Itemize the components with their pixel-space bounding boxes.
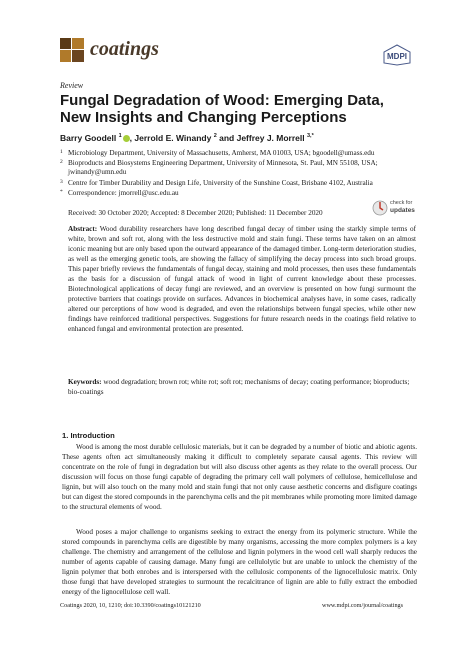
check-updates-line2: updates: [390, 207, 415, 214]
author-sup: 3,*: [307, 133, 314, 140]
article-type: Review: [60, 81, 84, 90]
footer-citation: [60, 602, 201, 609]
author-sup: 2: [213, 133, 217, 140]
correspondence-text: Correspondence: jmorrell@usc.edu.au: [68, 189, 179, 197]
orcid-icon[interactable]: [123, 135, 130, 142]
check-updates-line1: check for: [390, 200, 413, 206]
body-paragraph: Wood poses a major challenge to organisms seeking to extract the energy from its polymeric structure. While the stored compounds in parenchyma cells are digestible by many organisms, accessing the more complex polymers is a key challenge. The chemistry and arrangement of the cellulose and lignin polymers in the wood cell wall sharply reduces the number of agents capable of causing damage. Many fungi are cellulolytic but are unable to unlock the chemistry of the lignin polymer that both enrobes and is interspersed with the cellulosic components of the lignocellulosic matrix. Only those fungi that have developed strategies to surmount the recalcitrance of lignin are able to fully extract the embodied energy of the lignocellulose cell wall.: [62, 528, 417, 596]
publication-dates: Received: 30 October 2020; Accepted: 8 December 2020; Published: 11 December 2020: [68, 209, 323, 217]
footer-url[interactable]: www.mdpi.com/journal/coatings: [322, 602, 404, 609]
author-sup: 1: [118, 133, 122, 140]
check-for-updates-badge[interactable]: [372, 198, 424, 218]
affiliation-text: Centre for Timber Durability and Design Life, University of the Sunshine Coast, Brisbane 4102, Australia: [68, 179, 373, 187]
section-heading: 1. Introduction: [62, 431, 115, 440]
mdpi-logo: [382, 44, 412, 66]
correspondence: [60, 189, 418, 198]
affiliation: [60, 159, 418, 177]
author-name: Jerrold E. Winandy: [134, 133, 212, 143]
keywords-label: Keywords:: [68, 378, 102, 386]
author-name: Jeffrey J. Morrell: [236, 133, 305, 143]
author-name: Barry Goodell: [60, 133, 117, 143]
mdpi-logo-text: MDPI: [387, 52, 407, 61]
affiliation-text: Microbiology Department, University of Massachusetts, Amherst, MA 01003, USA; bgoodell@umass.edu: [68, 149, 375, 157]
keywords-text: wood degradation; brown rot; white rot; soft rot; mechanisms of decay; coating performance; bioproducts; bio-coatings: [68, 378, 410, 396]
abstract-text: Wood durability researchers have long described fungal decay of timber using the starkly simple terms of white, brown and soft rot, along with the less destructive mold and stain fungi. These terms have taken on an almost iconic meaning but are only based upon the outward appearance of the damaged timber. Long-term deterioration studies, as well as the emerging genetic tools, are showing the fallacy of simplifying the decay process into such broad groups. This paper briefly reviews the fundamentals of fungal decay, staining and mold processes, then uses these fundamentals as the basis for a discussion of fungal attack of wood in light of current knowledge about these processes. Biotechnological applications of decay fungi are reviewed, and an overview is presented on how fungi surmount the protective barriers that coatings provide on surfaces. Advances in biochemical analyses have, in some cases, radically altered our perceptions of how wood is degraded, and even the relationships between fungal species, while other new findings have reinforced traditional perspectives. Suggestions for future research needs in the coatings field relative to enhanced fungal and environmental protection are presented.: [68, 225, 416, 333]
author-list: Barry Goodell $^1$ , Jerrold E. Winandy $^2$ and Jeffrey J. Morrell $^{3,*}$: [60, 133, 314, 143]
affiliation: [60, 149, 418, 158]
affiliation-number: 1: [60, 149, 63, 155]
affiliation-number: 3: [60, 179, 63, 185]
keywords: [68, 378, 416, 398]
journal-name: coatings: [90, 38, 159, 60]
affiliation: [60, 179, 418, 188]
article-title: Fungal Degradation of Wood: Emerging Data, New Insights and Changing Perceptions: [60, 92, 384, 126]
affiliation-number: 2: [60, 159, 63, 165]
check-updates-icon: [372, 199, 388, 217]
affiliation-number: *: [60, 189, 63, 195]
journal-logo: [60, 38, 84, 62]
abstract-label: Abstract:: [68, 225, 98, 233]
affiliation-text: Bioproducts and Biosystems Engineering Department, University of Minnesota, St. Paul, MN 55108, USA; jwinandy@umn.edu: [68, 159, 378, 176]
citation-text: Coatings 2020, 10, 1210; doi:10.3390/coatings10121210: [60, 602, 201, 609]
abstract: [68, 225, 416, 334]
body-paragraph: Wood is among the most durable cellulosic materials, but it can be degraded by a number of biotic and abiotic agents. These agents often act simultaneously making it difficult to completely separate causal agents. This review will concentrate on the role of fungi in degradation but will also discuss other agents as they relate to the overall process. Our discussion will focus on those fungi capable of degrading the primary cell wall polymers of cellulose, hemicellulose and lignin, but will also touch on the many mold and stain fungi that not only cause aesthetic concerns and disfigure coatings but can digest the stored compounds in the parenchyma cells and the pit membranes while promoting more limited damage to the structural elements of wood.: [62, 443, 417, 511]
